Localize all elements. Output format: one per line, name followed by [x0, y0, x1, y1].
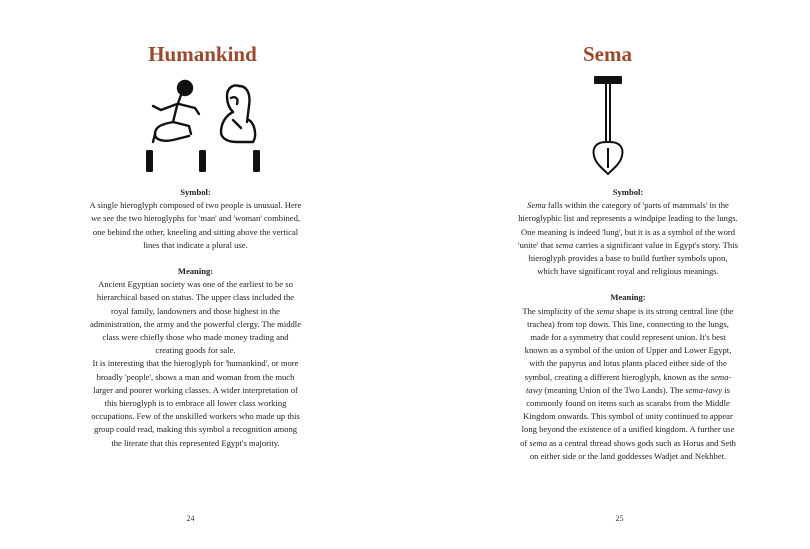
sema-text: [518, 186, 738, 463]
humankind-text: [88, 186, 303, 450]
sema-term: sema: [555, 239, 574, 250]
sema-term: sema: [596, 305, 615, 316]
symbol-paragraph: [518, 199, 738, 278]
symbol-heading: Symbol:: [612, 187, 644, 197]
page-title: Sema: [583, 42, 632, 66]
meaning-heading: Meaning:: [177, 266, 214, 277]
meaning-paragraph: [518, 305, 738, 463]
symbol-text-part: carries a significant value in Egypt's story. This hieroglyph provides a base to build further symbols upon, which have significant royal and religious meanings.: [528, 239, 738, 277]
symbol-heading: Symbol:: [180, 187, 211, 197]
sema-windpipe-lungs-hieroglyph-icon: [578, 76, 638, 176]
page-title: Humankind: [148, 42, 257, 66]
meaning-heading: Meaning:: [610, 292, 646, 303]
meaning-text-part: The simplicity of the: [522, 305, 597, 316]
page-number: 24: [186, 514, 195, 523]
sema-glyph: [405, 76, 810, 176]
meaning-paragraph-1: Ancient Egyptian society was one of the earliest to be so hierarchical based on status. The upper class included the royal family, landowners and those highest in the administration, the army and the powerful clergy. The middle class were chiefly those who made money trading and creating goods for sale.: [89, 279, 302, 356]
meaning-text-part: as a central thread shows gods such as Horus and Seth on either side or the land goddesses Wadjet and Nekhbet.: [529, 437, 736, 461]
humankind-glyph: [0, 76, 405, 176]
sema-tawy-term: sema-tawy: [685, 384, 723, 395]
meaning-text-part: shape is its strong central line (the trachea) from top down. This line, connecting to the lungs, made for a symmetry that could represent union. It's best known as a symbol of the union of Upper and Lower Egypt, with the papyrus and lotus plants placed either side of the symbol, creating a different hieroglyph, known as the: [524, 305, 734, 382]
right-page: [405, 0, 810, 549]
man-and-woman-hieroglyph-icon: [133, 76, 273, 176]
page-number: 25: [615, 514, 624, 523]
sema-tawy-term: sema-tawy: [526, 371, 732, 395]
sema-term: sema: [529, 437, 548, 448]
meaning-paragraph-2: It is interesting that the hieroglyph for 'humankind', or more broadly 'people', shows a man and woman from the much larger and poorer working classes. A wider interpretation of this hieroglyph is to embrace all lower class working occupations. Few of the unskilled workers who made up this group could read, making this symbol a recognition among the literate that this represented Egypt's majority.: [91, 358, 300, 448]
symbol-paragraph: A single hieroglyph composed of two people is unusual. Here we see the two hieroglyphs for 'man' and 'woman' combined, one behind the other, kneeling and sitting above the vertical lines that indicate a plural use.: [89, 200, 302, 250]
sema-term: Sema: [527, 200, 546, 211]
meaning-text-part: (meaning Union of the Two Lands). The: [542, 384, 686, 395]
meaning-text-part: is commonly found on items such as scarabs from the Middle Kingdom onwards. This symbol of unity continued to appear long beyond the existence of a unified kingdom. A further use of: [520, 384, 735, 448]
symbol-text-part: falls within the category of 'parts of mammals' in the hieroglyphic list and represents a windpipe leading to the lungs. One meaning is indeed 'lung', but it is as a symbol of the word 'unite' that: [518, 200, 738, 250]
